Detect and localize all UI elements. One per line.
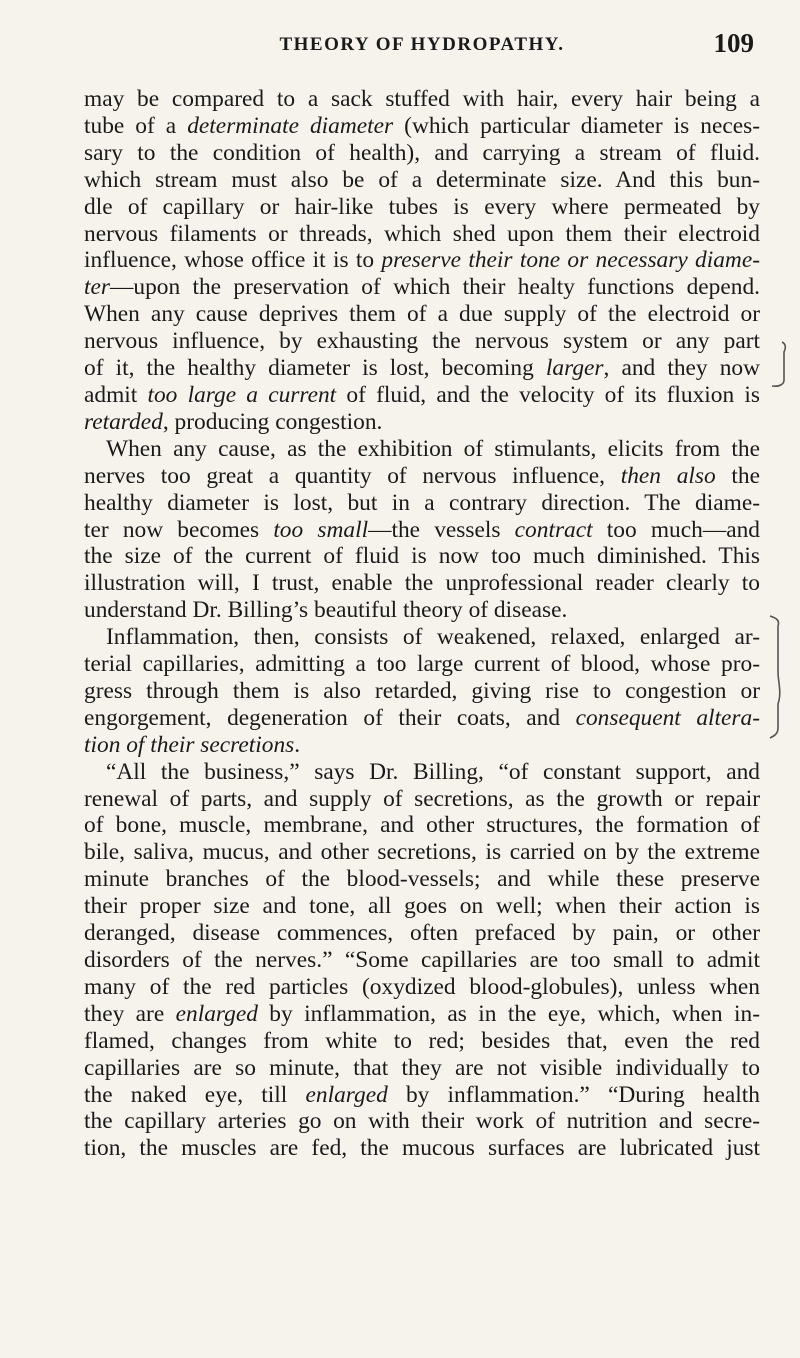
text-line [84,947,760,974]
text-run: the naked eye, till [84,1081,306,1108]
text-line [84,167,760,194]
text-line [84,1082,760,1109]
text-run: gress through them is also retarded, giving rise to congestion or [84,677,760,704]
text-run: “All the business,” says Dr. Billing, “of constant support, and [106,758,760,785]
italic-run: too large a current [147,381,337,408]
text-line [84,328,760,355]
text-run: —upon the preservation of which their healty functions depend. [109,274,760,301]
text-line [84,920,760,947]
text-line [84,1108,760,1135]
text-line [84,893,760,920]
text-run: disorders of the nerves.” “Some capillaries are too small to admit [84,947,760,973]
text-run: many of the red particles (oxydized blood-globules), unless when [84,973,760,1000]
text-run: by inflammation.” “During health [387,1081,760,1108]
text-run: tube of a [84,112,188,139]
text-line [84,355,760,382]
text-run: capillaries are so minute, that they are not visible individually to [84,1054,760,1081]
text-run: they are [84,1000,176,1027]
text-line [84,705,760,732]
text-line [84,839,760,866]
text-run: illustration will, I trust, enable the unprofessional reader clearly to [84,570,760,597]
text-line [84,247,760,274]
text-run: deranged, disease commences, often prefaced by pain, or other [84,920,760,947]
text-run: of it, the healthy diameter is lost, becoming [84,355,546,382]
text-line [84,463,760,490]
italic-run: consequent altera- [575,704,761,731]
text-run: nervous influence, by exhausting the nervous system or any part [84,328,760,355]
text-run: may be compared to a sack stuffed with hair, every hair being a [84,86,760,112]
page-header [84,28,760,64]
text-line [84,517,760,544]
italic-run: enlarged [305,1081,388,1108]
text-line [84,759,760,786]
italic-run: determinate diameter [187,112,394,139]
text-line [84,194,760,221]
text-line [84,1028,760,1055]
text-run: the size of the current of fluid is now too much diminished. This [84,543,760,570]
text-run: of fluid, and the velocity of its fluxion is [336,381,760,408]
text-run: ter now becomes [84,516,274,543]
text-run: , producing congestion. [162,408,383,435]
text-run: renewal of parts, and supply of secretions, as the growth or repair [84,785,760,812]
italic-run: tion of their secretions [84,731,295,758]
italic-run: enlarged [175,1000,258,1027]
text-run: . [294,731,301,758]
text-run: which stream must also be of a determinate size. And this bun- [84,166,760,193]
text-run: (which particular diameter is neces- [393,112,761,139]
text-run: the [715,462,760,489]
text-run: flamed, changes from white to red; besides that, even the red [84,1027,760,1054]
text-line [84,786,760,813]
text-line [84,624,760,651]
text-run: understand Dr. Billing’s beautiful theory of disease. [84,597,568,624]
italic-run: then also [620,462,716,489]
text-line [84,1135,760,1162]
running-title: THEORY OF HYDROPATHY. [279,34,565,55]
text-run: minute branches of the blood-vessels; and while these preserve [84,866,760,893]
text-line [84,1001,760,1028]
text-line [84,221,760,248]
text-line [84,543,760,570]
italic-run: retarded [84,408,163,435]
italic-run: too small [273,516,369,543]
text-run: bile, saliva, mucus, and other secretions, is carried on by the extreme [84,839,760,866]
text-line [84,597,760,624]
text-line [84,301,760,328]
text-run: of bone, muscle, membrane, and other structures, the formation of [84,812,760,839]
italic-run: ter [84,274,110,301]
margin-bracket-mark [766,340,790,390]
text-run: by inflammation, as in the eye, which, when in- [257,1000,760,1027]
text-run: engorgement, degeneration of their coats, and [84,704,576,731]
text-run: nervous filaments or threads, which shed upon them their electroid [84,220,760,247]
text-line [84,570,760,597]
text-line [84,409,760,436]
text-line [84,866,760,893]
text-run: tion, the muscles are fed, the mucous surfaces are lubricated just [84,1135,760,1162]
text-line [84,436,760,463]
text-run: Inflammation, then, consists of weakened, relaxed, enlarged ar- [106,624,760,651]
text-run: terial capillaries, admitting a too large current of blood, whose pro- [84,651,760,678]
italic-run: contract [514,516,593,543]
text-run: dle of capillary or hair-like tubes is every where permeated by [84,193,760,220]
italic-run: preserve their tone or necessary diame- [381,247,760,274]
text-run: —the vessels [368,516,515,543]
text-run: healthy diameter is lost, but in a contrary direction. The diame- [84,489,760,516]
text-line [84,382,760,409]
text-line [84,86,760,113]
text-line [84,113,760,140]
text-run: admit [84,381,148,408]
text-run: their proper size and tone, all goes on well; when their action is [84,893,760,920]
text-line [84,1055,760,1082]
text-run: the capillary arteries go on with their work of nutrition and secre- [84,1108,760,1135]
text-line [84,678,760,705]
text-run: , and they now [603,355,761,382]
text-line [84,490,760,517]
text-line [84,812,760,839]
text-run: When any cause, as the exhibition of stimulants, elicits from the [106,435,760,462]
text-run: too much—and [592,516,760,543]
text-line [84,651,760,678]
text-line [84,974,760,1001]
text-line [84,732,760,759]
page-number: 109 [713,28,754,58]
text-line [84,140,760,167]
margin-bracket-mark [766,612,790,742]
text-run: influence, whose office it is to [84,247,382,274]
text-line [84,274,760,301]
italic-run: larger [545,355,604,382]
text-run: sary to the condition of health), and carrying a stream of fluid. [84,139,760,166]
text-run: When any cause deprives them of a due supply of the electroid or [84,301,760,328]
page-body [84,86,760,1162]
text-run: nerves too great a quantity of nervous influence, [84,462,621,489]
